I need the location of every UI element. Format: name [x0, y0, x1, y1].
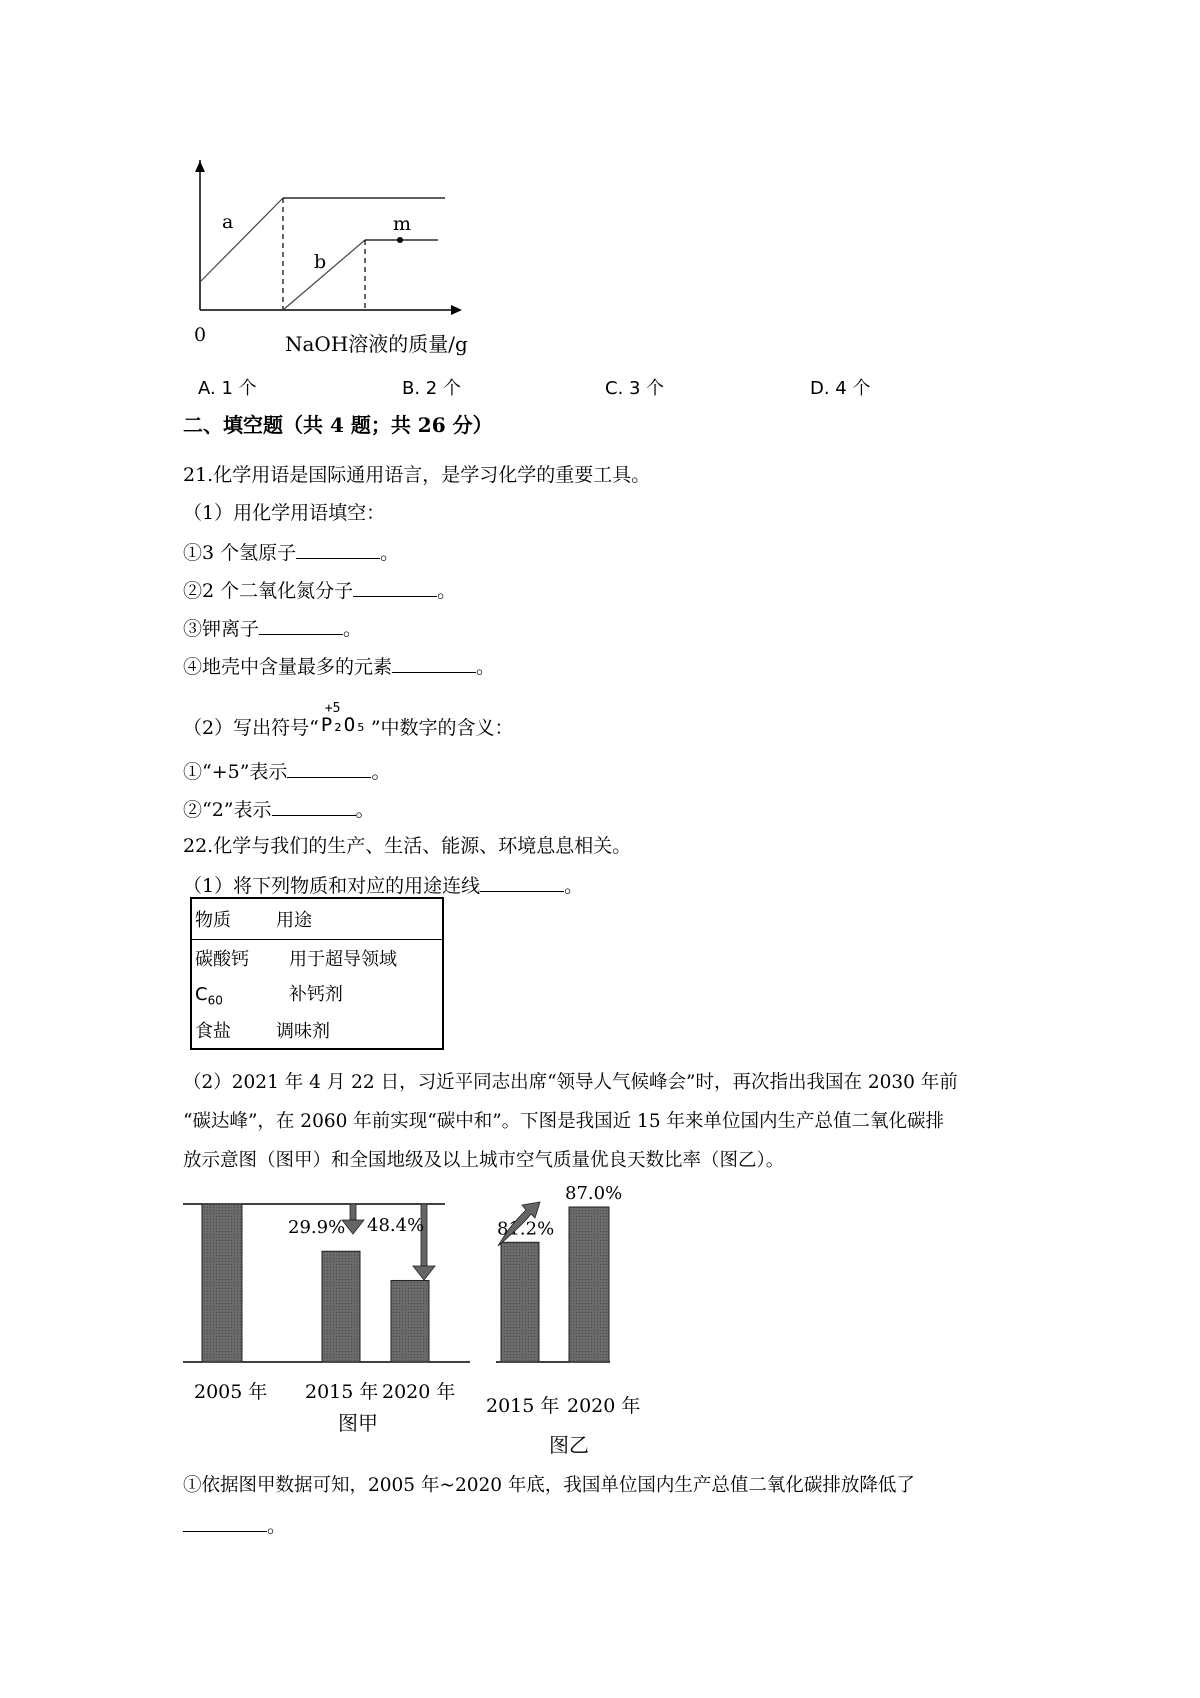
q21-item-2-end: 。: [437, 580, 457, 602]
category-jia-2: 2020 年: [382, 1381, 456, 1403]
table-row: [191, 976, 443, 1012]
annotation-29-9: 29.9%: [288, 1217, 346, 1238]
row-use: 补钙剂: [288, 984, 343, 1006]
q21-part2-pre: （2）写出符号“: [183, 717, 319, 739]
q22-part2-line-3: 放示意图（图甲）和全国地级及以上城市空气质量优良天数比率（图乙）。: [183, 1150, 785, 1171]
answer-blank[interactable]: [392, 652, 476, 673]
bar-jia-0: [202, 1204, 242, 1362]
category-yi-0: 2015 年: [486, 1395, 560, 1417]
option-c[interactable]: C. 3 个: [605, 378, 665, 399]
q21-meaning-2: [183, 795, 375, 823]
annotation-48-4: 48.4%: [367, 1215, 425, 1236]
bar-jia-1: [322, 1251, 360, 1362]
answer-blank[interactable]: [183, 1511, 267, 1532]
usage-table: [190, 897, 444, 1050]
table-cell: [191, 940, 443, 977]
q21-meaning-1-text: ①“+5”表示: [183, 761, 288, 783]
q21-item-3: [183, 614, 362, 642]
q22-part1: [183, 871, 583, 899]
header-use: 用途: [276, 910, 312, 931]
point-m: [397, 237, 403, 243]
data-label-yi-1: 87.0%: [565, 1183, 623, 1204]
label-b: b: [314, 251, 327, 273]
header-substance: 物质: [195, 910, 231, 931]
q21-item-3-text: ③钾离子: [183, 618, 260, 640]
option-b[interactable]: B. 2 个: [402, 378, 461, 399]
label-m: m: [393, 213, 412, 235]
q21-item-1: [183, 538, 399, 566]
table-row: [191, 1012, 443, 1049]
q21-meaning-1: [183, 757, 390, 785]
down-arrow-icon: [342, 1204, 364, 1234]
q21-part2-post: ”中数字的含义：: [370, 717, 514, 739]
bar-charts: [180, 1180, 650, 1460]
answer-blank[interactable]: [353, 576, 437, 597]
bar-yi-1: [569, 1207, 609, 1362]
q22-part2-line-2: “碳达峰”，在 2060 年前实现“碳中和”。下图是我国近 15 年来单位国内生产总值二氧化碳排: [183, 1111, 944, 1132]
q21-item-4: [183, 652, 495, 680]
q21-meaning-1-end: 。: [371, 761, 391, 783]
graph-origin: 0: [194, 324, 207, 346]
row-substance-sub: 60: [207, 993, 223, 1008]
answer-blank[interactable]: [287, 757, 371, 778]
q21-item-1-end: 。: [380, 542, 400, 564]
answer-blank[interactable]: [480, 871, 564, 892]
q21-meaning-2-end: 。: [355, 799, 375, 821]
table-cell: [191, 898, 443, 940]
section-heading: 二、填空题（共 4 题；共 26 分）: [183, 413, 493, 437]
q22-stem: 22.化学与我们的生产、生活、能源、环境息息相关。: [183, 835, 632, 857]
option-a[interactable]: A. 1 个: [198, 378, 257, 399]
row-substance: 食盐: [195, 1021, 231, 1042]
table-cell: [191, 976, 443, 1012]
answer-blank[interactable]: [272, 795, 356, 816]
q21-stem: 21.化学用语是国际通用语言，是学习化学的重要工具。: [183, 464, 651, 486]
q21-part1: （1）用化学用语填空：: [183, 502, 386, 524]
row-use: 用于超导领域: [289, 949, 397, 970]
curve-a: [200, 198, 283, 282]
q22-sub1-line-2: [183, 1511, 286, 1539]
table-row: [191, 940, 443, 977]
data-label-yi-0: 81.2%: [497, 1218, 555, 1240]
graph-xlabel: NaOH溶液的质量/g: [285, 332, 468, 356]
category-jia-1: 2015 年: [305, 1381, 379, 1403]
q21-item-4-text: ④地壳中含量最多的元素: [183, 656, 393, 678]
q22-sub1-end: 。: [267, 1515, 287, 1537]
q21-item-2-text: ②2 个二氧化氮分子: [183, 580, 354, 602]
answer-blank[interactable]: [296, 538, 380, 559]
q21-part2: [183, 701, 514, 741]
row-use: 调味剂: [276, 1021, 330, 1042]
q22-sub1-line-1: ①依据图甲数据可知，2005 年~2020 年底，我国单位国内生产总值二氧化碳排放降低了: [183, 1475, 915, 1496]
q21-item-2: [183, 576, 456, 604]
q21-meaning-2-text: ②“2”表示: [183, 799, 272, 821]
q21-item-3-end: 。: [343, 618, 363, 640]
q21-item-1-text: ①3 个氢原子: [183, 542, 297, 564]
q22-part1-end: 。: [564, 875, 584, 897]
chart-title-yi: 图乙: [549, 1433, 589, 1457]
label-a: a: [222, 211, 234, 233]
bar-jia-2: [391, 1280, 429, 1362]
row-substance: C: [195, 984, 208, 1006]
bar-yi-0: [501, 1242, 539, 1362]
option-d[interactable]: D. 4 个: [810, 378, 871, 399]
answer-blank[interactable]: [259, 614, 343, 635]
chart-title-jia: 图甲: [338, 1411, 378, 1435]
q22-part1-text: （1）将下列物质和对应的用途连线: [183, 875, 481, 897]
q22-part2-line-1: （2）2021 年 4 月 22 日，习近平同志出席“领导人气候峰会”时，再次指出我国在 2030 年前: [183, 1072, 958, 1093]
q21-item-4-end: 。: [476, 656, 496, 678]
formula-p2o5: [319, 701, 371, 736]
category-jia-0: 2005 年: [194, 1381, 268, 1403]
row-substance: 碳酸钙: [195, 949, 249, 970]
category-yi-1: 2020 年: [567, 1395, 641, 1417]
table-cell: [191, 1012, 443, 1049]
formula-valence: +5: [324, 701, 341, 716]
table-header-row: [191, 898, 443, 940]
formula-symbol: P₂O₅: [320, 714, 367, 736]
